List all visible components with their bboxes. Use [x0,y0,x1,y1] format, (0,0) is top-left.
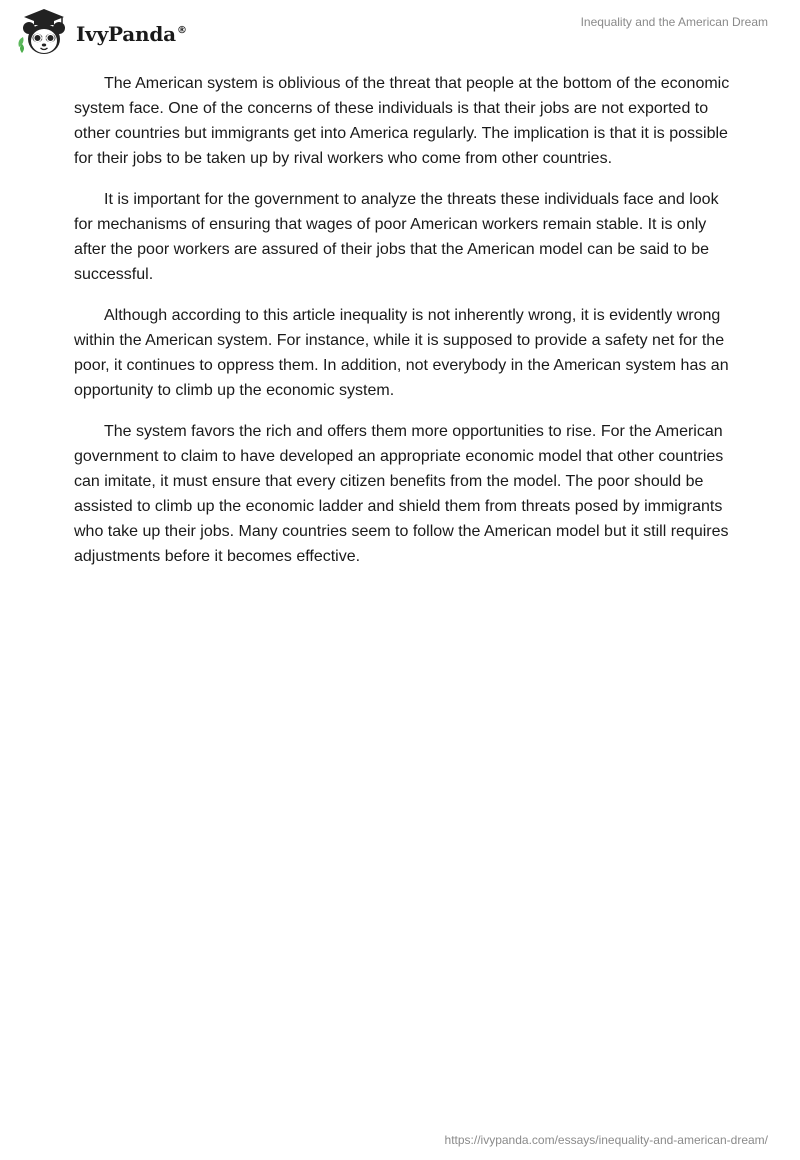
source-url-link[interactable]: https://ivypanda.com/essays/inequality-and-american-dream/ [444,1133,768,1147]
paragraph-3: Although according to this article inequality is not inherently wrong, it is evidently wrong within the American system. For instance, while it is supposed to provide a safety net for the poor, it continues to oppress them. In addition, not everybody in the American system has an opportunity to climb up the economic system. [74,307,729,399]
paragraph-2: It is important for the government to analyze the threats these individuals face and look for mechanisms of ensuring that wages of poor American workers remain stable. It is only after the poor workers are assured of their jobs that the American model can be said to be successful. [74,191,719,283]
document-title: Inequality and the American Dream [580,15,768,29]
registered-mark: ® [176,25,187,37]
panda-graduate-icon [16,7,72,57]
paragraph-1: The American system is oblivious of the threat that people at the bottom of the economic system face. One of the concerns of these individuals is that their jobs are not exported to other countries but immigrants get into America regularly. The implication is that it is possible for their jobs to be taken up by rival workers who come from other countries. [74,75,730,167]
ivypanda-logo[interactable] [16,7,187,57]
page-header [0,0,800,60]
paragraph-4: The system favors the rich and offers them more opportunities to rise. For the American government to claim to have developed an appropriate economic model that other countries can imitate, it must ensure that every citizen benefits from the model. The poor should be assisted to climb up the economic ladder and shield them from threats posed by immigrants who take up their jobs. Many countries seem to follow the American model but it still requires adjustments before it becomes effective. [74,423,729,565]
essay-body [74,71,734,585]
logo-wordmark: IvyPanda® [76,22,187,46]
